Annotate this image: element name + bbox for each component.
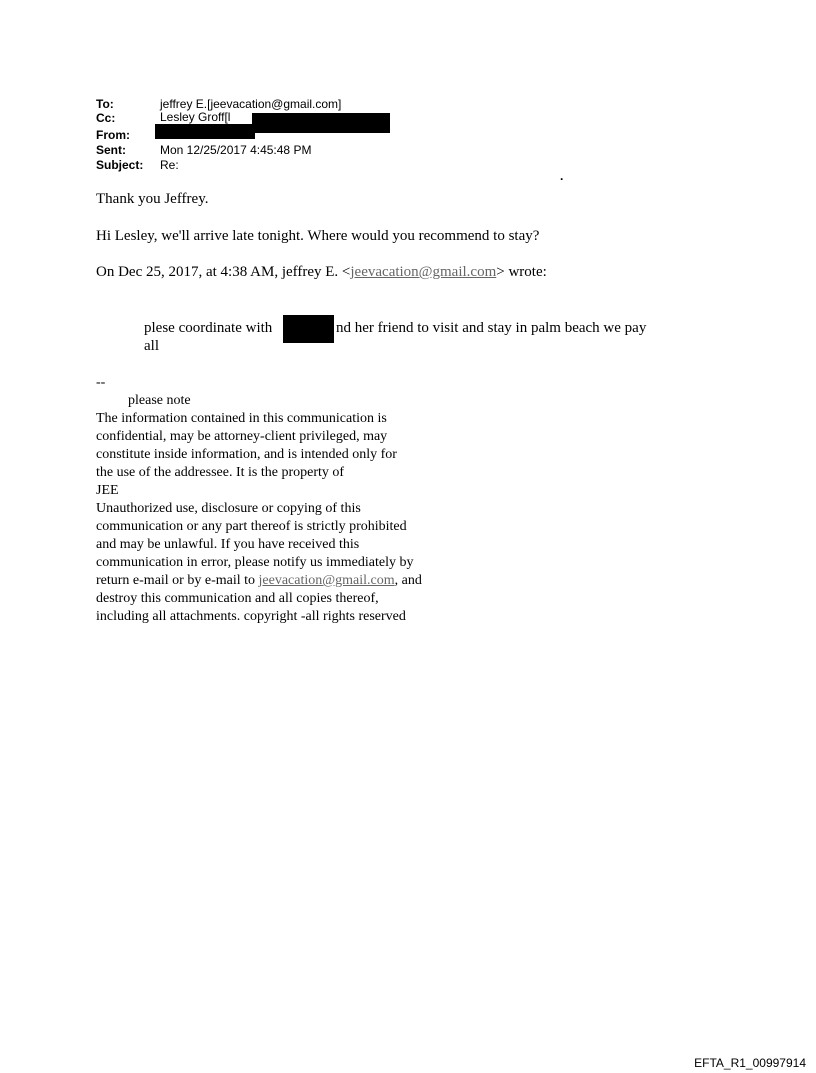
disclaimer-line: communication in error, please notify us immediately by bbox=[96, 555, 414, 570]
quote-intro bbox=[96, 263, 547, 281]
disclaimer-line: constitute inside information, and is intended only for bbox=[96, 447, 397, 462]
disclaimer-return-line bbox=[96, 572, 422, 590]
disclaimer-line: the use of the addressee. It is the property of bbox=[96, 465, 345, 480]
quoted-text-start: plese coordinate with bbox=[144, 320, 273, 336]
body-line-thanks: Thank you Jeffrey. bbox=[96, 191, 209, 207]
to-label: To: bbox=[96, 97, 114, 111]
cc-value: Lesley Groff[l bbox=[160, 110, 231, 124]
quoted-redaction bbox=[283, 315, 334, 343]
return-email-link[interactable]: jeevacation@gmail.com bbox=[258, 573, 395, 588]
body-line-arrival: Hi Lesley, we'll arrive late tonight. Where would you recommend to stay? bbox=[96, 228, 540, 244]
return-before: return e-mail or by e-mail to bbox=[96, 573, 259, 588]
quoted-text-line2: all bbox=[144, 338, 159, 354]
disclaimer-line: destroy this communication and all copies thereof, bbox=[96, 591, 379, 606]
return-after: , and bbox=[394, 573, 422, 588]
stray-mark: . bbox=[560, 169, 564, 183]
sent-label: Sent: bbox=[96, 143, 126, 157]
signature-dashes: -- bbox=[96, 375, 106, 390]
document-id: EFTA_R1_00997914 bbox=[694, 1056, 806, 1070]
disclaimer-line: JEE bbox=[96, 483, 119, 498]
quote-intro-after: > wrote: bbox=[496, 264, 547, 280]
from-label: From: bbox=[96, 128, 130, 142]
subject-value: Re: bbox=[160, 158, 179, 172]
disclaimer-line: communication or any part thereof is strictly prohibited bbox=[96, 519, 407, 534]
disclaimer-line: Unauthorized use, disclosure or copying of this bbox=[96, 501, 361, 516]
subject-label: Subject: bbox=[96, 158, 144, 172]
cc-label: Cc: bbox=[96, 111, 116, 125]
quote-intro-before: On Dec 25, 2017, at 4:38 AM, jeffrey E. < bbox=[96, 264, 351, 280]
from-redaction bbox=[155, 124, 255, 139]
sent-value: Mon 12/25/2017 4:45:48 PM bbox=[160, 143, 312, 157]
quote-intro-email-link[interactable]: jeevacation@gmail.com bbox=[350, 264, 497, 280]
disclaimer-line: The information contained in this communication is bbox=[96, 411, 387, 426]
disclaimer-line: including all attachments. copyright -all rights reserved bbox=[96, 609, 406, 624]
to-value: jeffrey E.[jeevacation@gmail.com] bbox=[160, 97, 342, 111]
quoted-text-end: nd her friend to visit and stay in palm beach we pay bbox=[336, 320, 647, 336]
cc-redaction bbox=[252, 113, 390, 133]
disclaimer-line: confidential, may be attorney-client privileged, may bbox=[96, 429, 388, 444]
disclaimer-line: and may be unlawful. If you have received this bbox=[96, 537, 360, 552]
signature-note-heading: please note bbox=[128, 393, 191, 408]
